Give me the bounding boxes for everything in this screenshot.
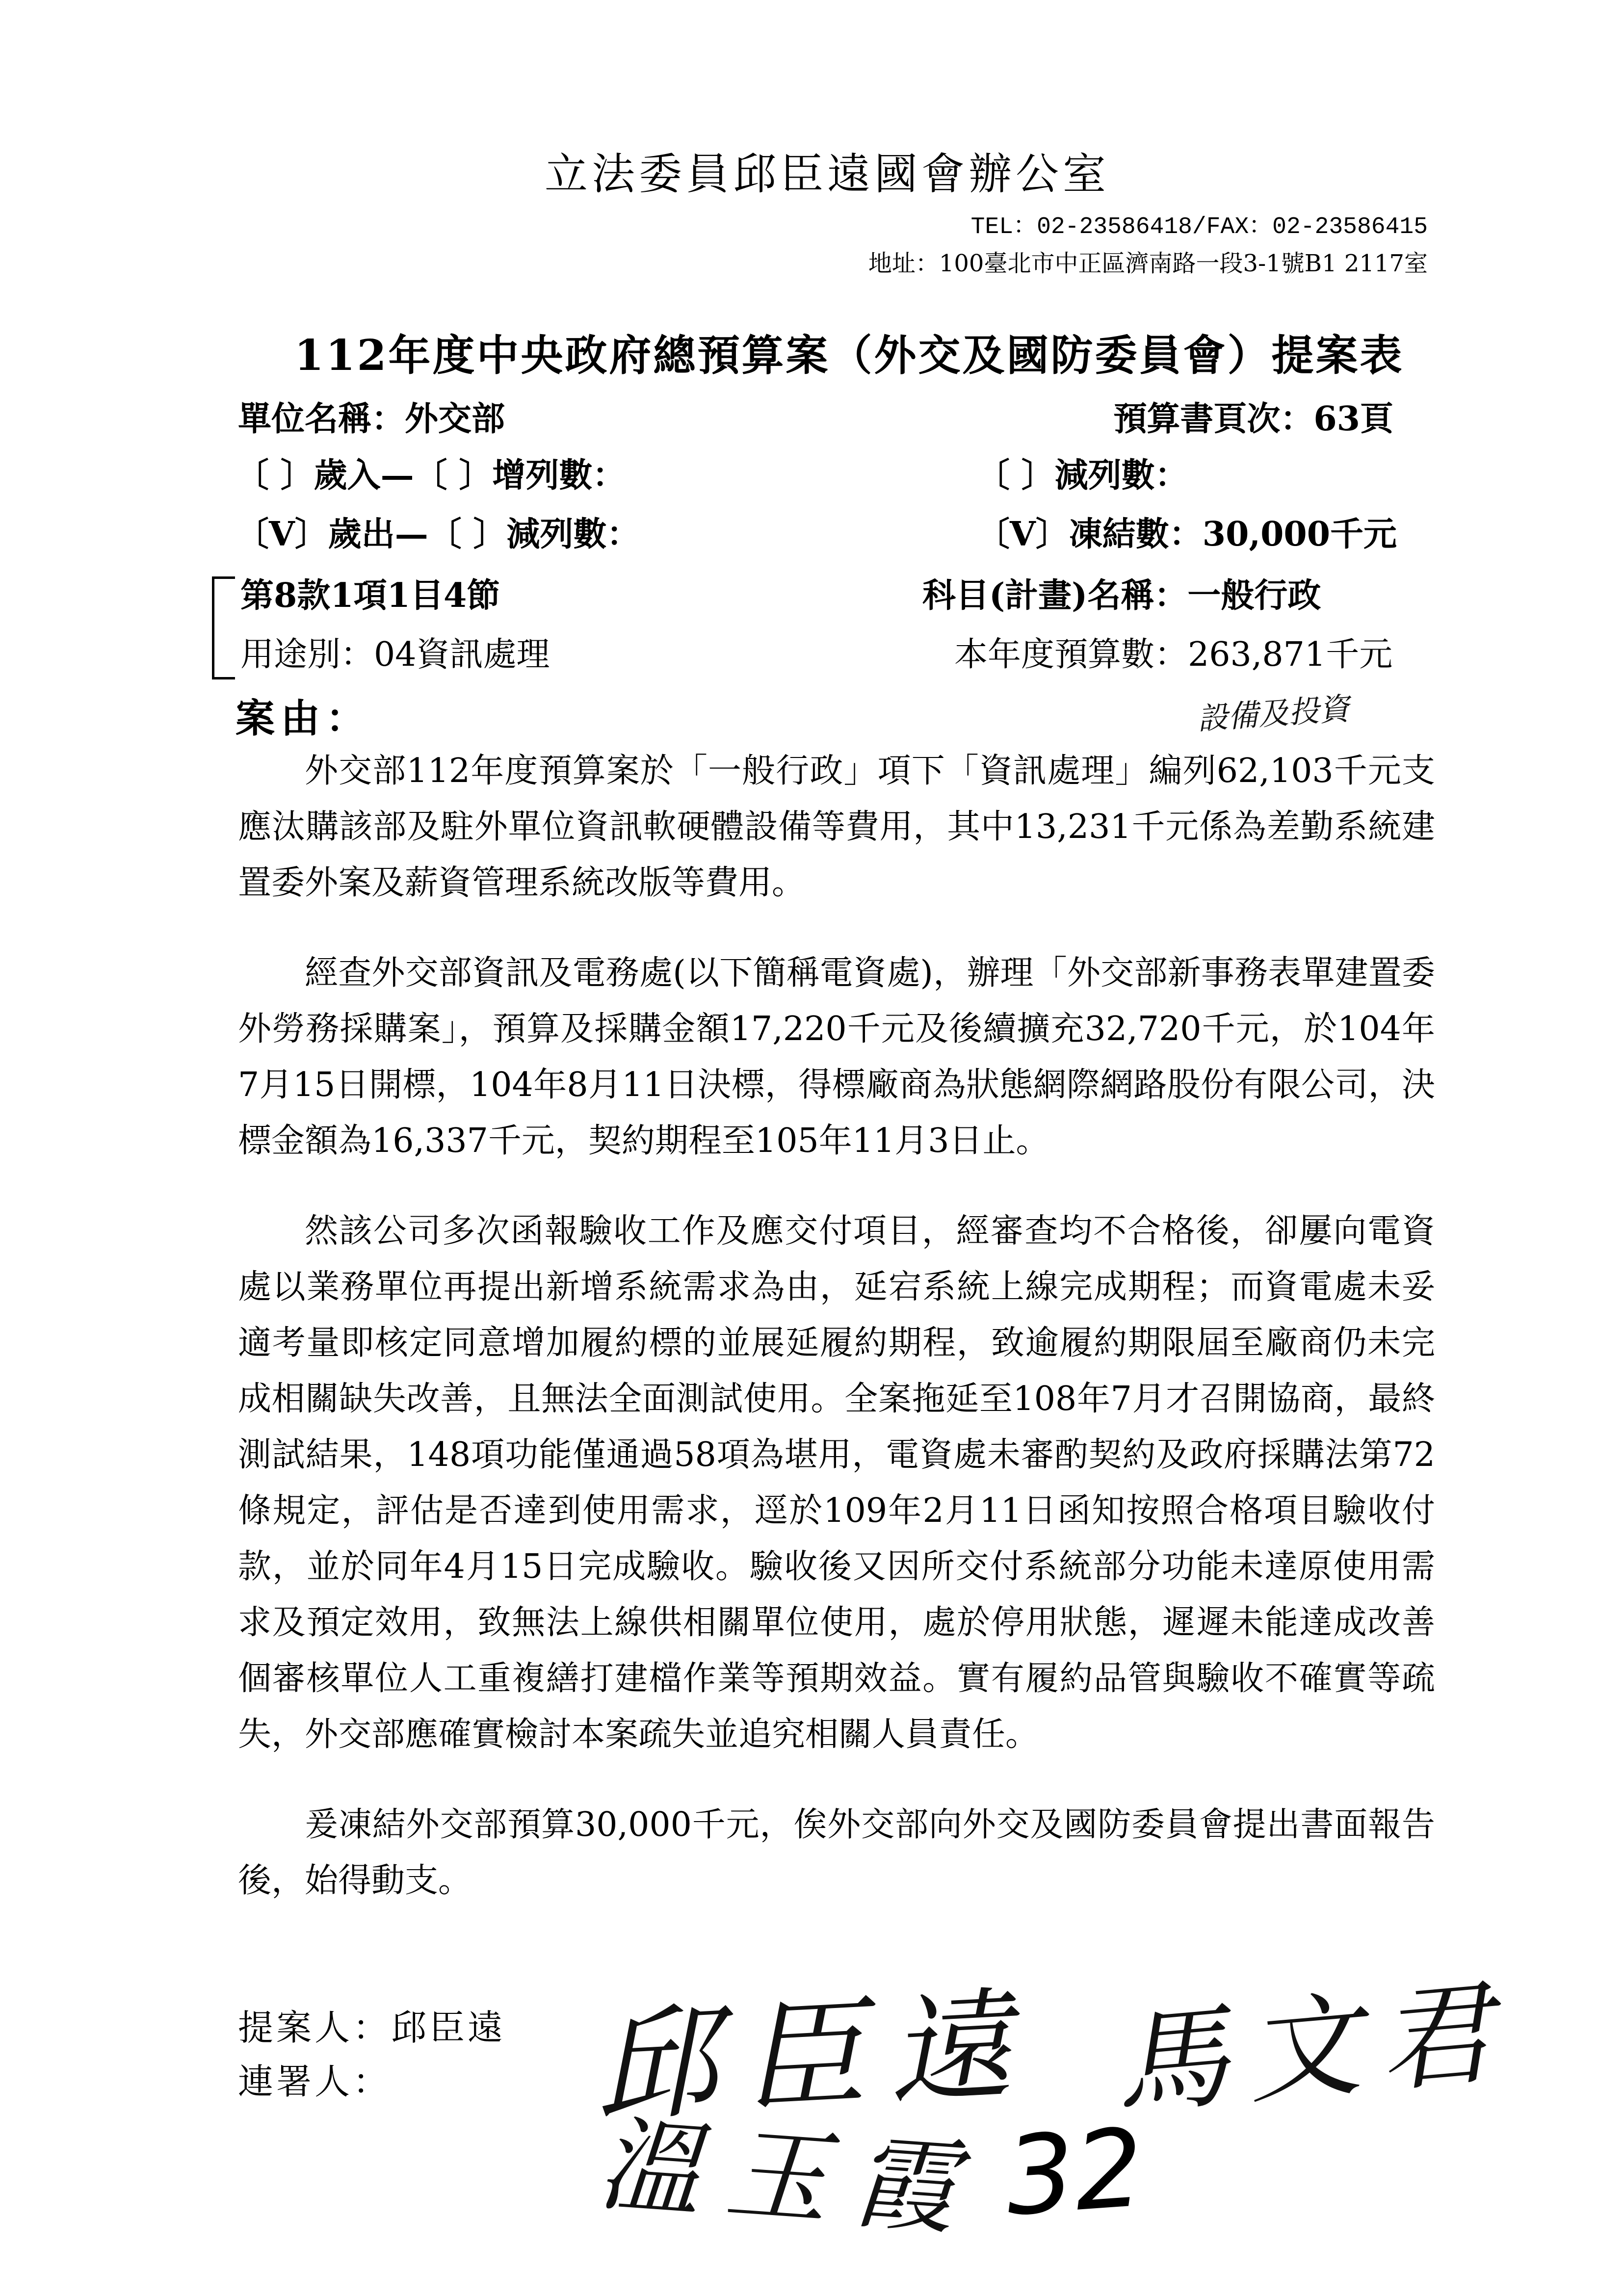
annual-budget: 本年度預算數：263,871千元 <box>954 635 1393 674</box>
subject-name: 科目(計畫)名稱：一般行政 <box>922 576 1321 615</box>
reason-paragraph: 經查外交部資訊及電務處(以下簡稱電資處)，辦理「外交部新事務表單建置委外勞務採購案」，預算及採購金額17,220千元及後續擴充32,720千元，於104年7月15日開標，104年8月11日決標，得標廠商為狀態網際網路股份有限公司，決標金額為16,337千元，契約期程至105年11月3日止。 <box>238 954 1435 1160</box>
signature-ma: 馬文君 <box>1109 1966 1517 2132</box>
freeze-line: 〔V〕凍結數：30,000千元 <box>976 515 1397 554</box>
revenue-line: 〔 〕歲入—〔 〕增列數： <box>236 456 626 495</box>
office-title: 立法委員邱臣遠國會辦公室 <box>545 149 1110 199</box>
usage-line: 用途別：04資訊處理 <box>240 635 550 674</box>
signature-qiu: 邱臣遠 <box>591 1973 1040 2139</box>
page-number: 32 <box>1001 2105 1148 2240</box>
cosigner-label: 連署人： <box>238 2061 392 2102</box>
form-title: 112年度中央政府總預算案（外交及國防委員會）提案表 <box>294 331 1404 380</box>
office-contact: TEL：02-23586418/FAX：02-23586415 <box>970 214 1428 240</box>
decrease-line: 〔 〕減列數： <box>976 456 1188 495</box>
reason-paragraph: 爰凍結外交部預算30,000千元，俟外交部向外交及國防委員會提出書面報告後，始得動支。 <box>238 1805 1435 1900</box>
reason-body <box>238 743 1435 1943</box>
section-ref: 第8款1項1目4節 <box>240 576 500 615</box>
reason-paragraph: 然該公司多次函報驗收工作及應交付項目，經審查均不合格後，卻屢向電資處以業務單位再提出新增系統需求為由，延宕系統上線完成期程；而資電處未妥適考量即核定同意增加履約標的並展延履約期程，致逾履約期限屆至廠商仍未完成相關缺失改善，且無法全面測試使用。全案拖延至108年7月才召開協商，最終測試結果，148項功能僅通過58項為堪用，電資處未審酌契約及政府採購法第72條規定，評估是否達到使用需求，逕於109年2月11日函知按照合格項目驗收付款，並於同年4月15日完成驗收。驗收後又因所交付系統部分功能未達原使用需求及預定效用，致無法上線供相關單位使用，處於停用狀態，遲遲未能達成改善個審核單位人工重複繕打建檔作業等預期效益。實有履約品管與驗收不確實等疏失，外交部應確實檢討本案疏失並追究相關人員責任。 <box>238 1212 1435 1754</box>
reason-label: 案由： <box>236 695 371 741</box>
section-bracket <box>212 576 235 679</box>
proposer-label: 提案人：邱臣遠 <box>238 2007 506 2048</box>
expenditure-line: 〔V〕歲出—〔 〕減列數： <box>236 515 640 554</box>
signature-wen: 溫玉霞 <box>594 2104 985 2251</box>
reason-paragraph: 外交部112年度預算案於「一般行政」項下「資訊處理」編列62,103千元支應汰購該部及駐外單位資訊軟硬體設備等費用，其中13,231千元係為差勤系統建置委外案及薪資管理系統改版等費用。 <box>238 752 1435 902</box>
unit-name: 單位名稱：外交部 <box>238 399 505 439</box>
office-address: 地址：100臺北市中正區濟南路一段3-1號B1 2117室 <box>868 250 1428 277</box>
handwritten-insert: 設備及投資 <box>1196 690 1351 737</box>
budget-page: 預算書頁次：63頁 <box>1113 399 1393 439</box>
